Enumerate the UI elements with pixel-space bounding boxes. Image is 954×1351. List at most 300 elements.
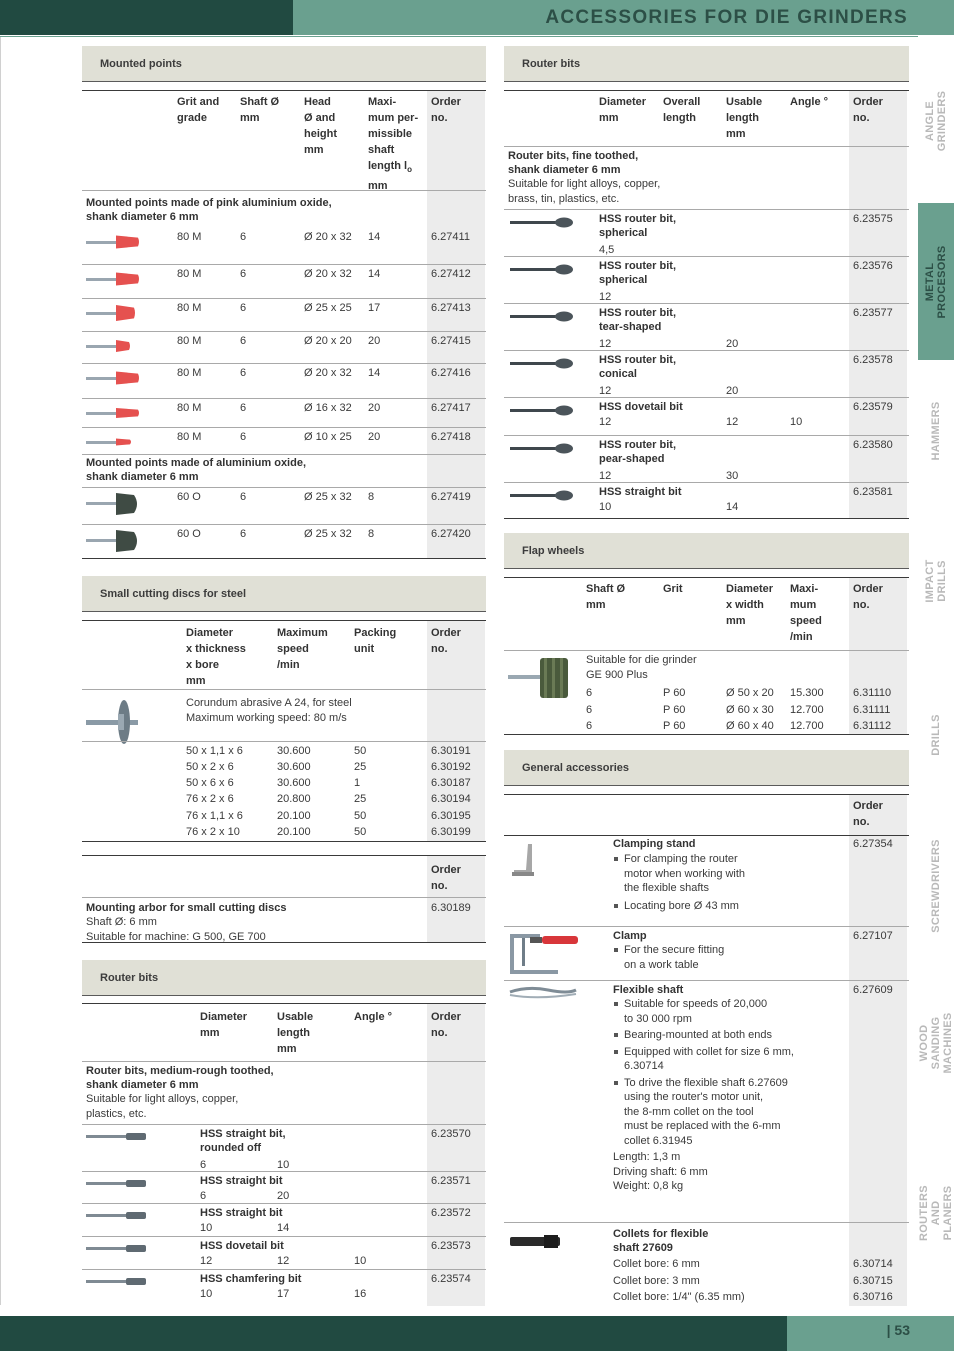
feature-item: Equipped with collet for size 6 mm, 6.30714 xyxy=(613,1045,794,1074)
clamping-stand-name: Clamping stand xyxy=(613,838,696,850)
grit-cell: 80 M xyxy=(177,431,202,443)
arbor-name: Mounting arbor for small cutting discs xyxy=(86,902,287,914)
mounted-point-pink-image xyxy=(86,367,146,389)
shaft-cell: 6 xyxy=(240,528,247,540)
table-top-rule xyxy=(82,620,486,621)
order-no-cell: 6.23572 xyxy=(431,1207,471,1219)
disc-size-cell: 76 x 1,1 x 6 xyxy=(186,810,243,822)
diameter-cell: 10 xyxy=(599,501,612,513)
row-rule xyxy=(82,398,486,399)
collet-bore-cell: Collet bore: 1/4" (6.35 mm) xyxy=(613,1291,745,1303)
row-rule xyxy=(504,435,909,436)
order-no-cell: 6.23580 xyxy=(853,439,893,451)
diameter-cell: 12 xyxy=(599,291,612,303)
col-header-head: Head Ø and height mm xyxy=(304,96,337,156)
row-rule xyxy=(504,397,909,398)
grit-cell: 80 M xyxy=(177,268,202,280)
router-bit-image xyxy=(510,310,576,324)
section-title-router-bits-fine: Router bits xyxy=(504,46,909,82)
sidebar-label: IMPACT DRILLS xyxy=(924,559,948,603)
margin-line xyxy=(0,37,1,1305)
mounted-point-pink-image xyxy=(86,268,146,290)
col-header-grit: Grit xyxy=(663,583,683,595)
router-bit-image xyxy=(86,1210,148,1222)
feature-item: Locating bore Ø 43 mm xyxy=(613,899,745,914)
flexible-shaft-driving: Driving shaft: 6 mm xyxy=(613,1165,708,1178)
speed-cell: 12.700 xyxy=(790,720,824,732)
row-rule xyxy=(504,1222,909,1223)
order-no-cell: 6.30199 xyxy=(431,826,471,838)
order-no-cell: 6.31112 xyxy=(853,720,892,732)
flexible-shaft-length: Length: 1,3 m xyxy=(613,1151,681,1163)
row-rule xyxy=(504,980,909,981)
feature-item: To drive the flexible shaft 6.27609 using the router's motor unit, the 8-mm collet on the tool must be replaced with the 6-mm collet 6.31945 xyxy=(613,1076,794,1149)
grit-cell: 80 M xyxy=(177,402,202,414)
packing-cell: 25 xyxy=(354,793,367,805)
row-rule xyxy=(82,689,486,690)
feature-item: For the secure fitting on a work table xyxy=(613,943,724,972)
flap-wheel-description: Suitable for die grinder GE 900 Plus xyxy=(586,654,697,681)
shaft-cell: 6 xyxy=(586,720,593,732)
page-title: ACCESSORIES FOR DIE GRINDERS xyxy=(545,7,908,28)
order-no-cell: 6.30714 xyxy=(853,1258,893,1270)
mounted-point-grey-image xyxy=(86,529,146,553)
grit-cell: 60 O xyxy=(177,528,201,540)
row-rule xyxy=(82,298,486,299)
angle-cell: 10 xyxy=(354,1255,367,1267)
router-bit-image xyxy=(510,216,576,230)
order-no-cell: 6.30194 xyxy=(431,793,471,805)
sidebar-drills[interactable] xyxy=(918,661,954,809)
row-rule xyxy=(504,650,909,651)
row-rule xyxy=(504,256,909,257)
row-rule xyxy=(504,209,909,210)
row-rule xyxy=(504,835,909,836)
col-header-overall-length: Overall length xyxy=(663,96,701,124)
group-desc-medium: Suitable for light alloys, copper, plastics, etc. xyxy=(86,1093,239,1120)
clamp-order-no: 6.27107 xyxy=(853,930,893,942)
router-bit-image xyxy=(510,404,576,418)
bit-name-cell: HSS router bit, spherical xyxy=(599,260,677,286)
right-column xyxy=(504,46,909,1306)
sidebar-label: METAL PROCESORS xyxy=(924,244,948,318)
shaft-cell: 6 xyxy=(240,491,247,503)
collets-name: Collets for flexible shaft 27609 xyxy=(613,1228,709,1254)
order-no-cell: 6.27417 xyxy=(431,402,471,414)
diameter-cell: 12 xyxy=(599,338,612,350)
row-rule xyxy=(82,1203,486,1204)
max-length-cell: 20 xyxy=(368,335,381,347)
col-header-order: Order no. xyxy=(431,864,461,892)
head-size-cell: Ø 16 x 32 xyxy=(304,402,352,414)
col-header-usable-length: Usable length mm xyxy=(277,1011,314,1055)
sidebar-label: WOOD SANDING MACHINES xyxy=(918,1011,954,1074)
row-rule xyxy=(82,1269,486,1270)
bit-name-cell: HSS dovetail bit xyxy=(200,1240,284,1252)
grit-cell: 80 M xyxy=(177,302,202,314)
col-header-order: Order no. xyxy=(431,96,461,124)
arbor-shaft: Shaft Ø: 6 mm xyxy=(86,916,157,928)
row-rule xyxy=(82,331,486,332)
sidebar-screwdrivers[interactable] xyxy=(918,810,954,962)
max-length-cell: 20 xyxy=(368,431,381,443)
shaft-cell: 6 xyxy=(240,402,247,414)
mounted-point-grey-image xyxy=(86,492,146,516)
col-header-grit: Grit and grade xyxy=(177,96,220,124)
speed-cell: 30.600 xyxy=(277,745,311,757)
mounted-point-pink-image xyxy=(86,335,146,357)
grit-cell: 80 M xyxy=(177,231,202,243)
col-header-angle: Angle ° xyxy=(790,96,829,108)
col-header-speed: Maximum speed /min xyxy=(277,627,328,671)
bit-name-cell: HSS router bit, pear-shaped xyxy=(599,439,677,465)
table-top-rule xyxy=(504,794,909,795)
diameter-cell: 10 xyxy=(200,1288,213,1300)
order-no-cell: 6.23579 xyxy=(853,401,893,413)
row-rule xyxy=(82,897,486,898)
col-header-packing: Packing unit xyxy=(354,627,397,655)
section-title-general-accessories: General accessories xyxy=(504,750,909,786)
router-bit-image xyxy=(86,1276,148,1288)
disc-size-cell: 50 x 6 x 6 xyxy=(186,777,234,789)
order-no-cell: 6.27419 xyxy=(431,491,471,503)
collet-bore-cell: Collet bore: 6 mm xyxy=(613,1258,700,1270)
sidebar-label: SCREWDRIVERS xyxy=(930,839,942,933)
max-length-cell: 20 xyxy=(368,402,381,414)
size-cell: Ø 60 x 40 xyxy=(726,720,774,732)
col-header-angle: Angle ° xyxy=(354,1011,393,1023)
disc-size-cell: 50 x 2 x 6 xyxy=(186,761,234,773)
diameter-cell: 4,5 xyxy=(599,244,615,256)
shaft-cell: 6 xyxy=(240,367,247,379)
row-rule xyxy=(82,1124,486,1125)
row-rule xyxy=(504,926,909,927)
size-cell: Ø 60 x 30 xyxy=(726,704,774,716)
grit-cell: P 60 xyxy=(663,720,686,732)
diameter-cell: 10 xyxy=(200,1222,213,1234)
sidebar-label: ROUTERS AND PLANERS xyxy=(918,1185,954,1241)
diameter-cell: 12 xyxy=(599,385,612,397)
order-no-cell: 6.27411 xyxy=(431,231,470,243)
col-header-order: Order no. xyxy=(853,96,883,124)
shaft-cell: 6 xyxy=(240,431,247,443)
order-no-cell: 6.27413 xyxy=(431,302,471,314)
head-size-cell: Ø 25 x 25 xyxy=(304,302,352,314)
footer-bar xyxy=(787,1316,954,1351)
max-length-cell: 14 xyxy=(368,231,381,243)
speed-cell: 20.800 xyxy=(277,793,311,805)
feature-item: Bearing-mounted at both ends xyxy=(613,1028,794,1043)
speed-cell: 15.300 xyxy=(790,687,824,699)
disc-speed-note: Maximum working speed: 80 m/s xyxy=(186,712,347,724)
router-bit-image xyxy=(86,1243,148,1255)
shaft-cell: 6 xyxy=(240,231,247,243)
shaft-cell: 6 xyxy=(240,268,247,280)
max-length-cell: 14 xyxy=(368,367,381,379)
sidebar-metal-processors[interactable] xyxy=(918,203,954,360)
order-column-shade xyxy=(427,1004,485,1306)
arbor-order-no: 6.30189 xyxy=(431,902,471,914)
row-rule xyxy=(504,146,909,147)
group-title-aluminium: Mounted points made of aluminium oxide, shank diameter 6 mm xyxy=(86,457,307,483)
col-header-order: Order no. xyxy=(853,800,883,828)
usable-length-cell: 20 xyxy=(726,385,739,397)
header-bar-dark xyxy=(0,0,293,35)
col-header-shaft: Shaft Ø mm xyxy=(586,583,626,611)
router-bit-image xyxy=(510,263,576,277)
router-bit-image xyxy=(86,1178,148,1190)
bit-name-cell: HSS straight bit, rounded off xyxy=(200,1128,286,1154)
usable-length-cell: 14 xyxy=(726,501,739,513)
diameter-cell: 12 xyxy=(599,416,612,428)
order-no-cell: 6.23578 xyxy=(853,354,893,366)
col-header-order: Order no. xyxy=(431,1011,461,1039)
packing-cell: 1 xyxy=(354,777,361,789)
usable-length-cell: 30 xyxy=(726,470,739,482)
head-size-cell: Ø 20 x 32 xyxy=(304,231,352,243)
router-bit-image xyxy=(86,1131,148,1143)
feature-item: For clamping the router motor when working with the flexible shafts xyxy=(613,852,745,896)
page-number: | 53 xyxy=(886,1322,910,1338)
sidebar-routers-planers[interactable] xyxy=(918,1123,954,1303)
row-rule xyxy=(82,1171,486,1172)
row-rule xyxy=(504,482,909,483)
head-size-cell: Ø 20 x 32 xyxy=(304,367,352,379)
section-title-router-bits-medium: Router bits xyxy=(82,960,486,996)
mounted-point-pink-image xyxy=(86,402,146,424)
flexible-shaft-order-no: 6.27609 xyxy=(853,984,893,996)
clamping-stand-image xyxy=(508,842,538,878)
diameter-cell: 6 xyxy=(200,1159,207,1171)
flexible-shaft-weight: Weight: 0,8 kg xyxy=(613,1180,684,1192)
header-divider xyxy=(0,36,918,37)
order-no-cell: 6.23574 xyxy=(431,1273,471,1285)
left-column xyxy=(82,46,486,1306)
row-rule xyxy=(82,1236,486,1237)
order-no-cell: 6.30195 xyxy=(431,810,471,822)
grit-cell: P 60 xyxy=(663,687,686,699)
order-no-cell: 6.31110 xyxy=(853,687,892,699)
speed-cell: 30.600 xyxy=(277,777,311,789)
usable-length-cell: 17 xyxy=(277,1288,290,1300)
col-header-usable-length: Usable length mm xyxy=(726,96,763,140)
disc-description: Corundum abrasive A 24, for steel xyxy=(186,697,352,709)
disc-size-cell: 50 x 1,1 x 6 xyxy=(186,745,243,757)
router-bit-image xyxy=(510,442,576,456)
table-top-rule xyxy=(82,1003,486,1004)
col-header-order: Order no. xyxy=(431,627,461,655)
row-rule xyxy=(82,363,486,364)
table-bottom-rule xyxy=(82,942,486,943)
row-rule xyxy=(82,487,486,488)
row-rule xyxy=(504,303,909,304)
router-bit-image xyxy=(510,489,576,503)
diameter-cell: 12 xyxy=(599,470,612,482)
table-top-rule xyxy=(82,855,486,856)
order-no-cell: 6.23581 xyxy=(853,486,893,498)
order-no-cell: 6.23571 xyxy=(431,1175,471,1187)
grit-cell: 60 O xyxy=(177,491,201,503)
order-no-cell: 6.23575 xyxy=(853,213,893,225)
angle-cell: 10 xyxy=(790,416,803,428)
feature-item: Suitable for speeds of 20,000 to 30 000 rpm xyxy=(613,997,794,1026)
mounted-point-pink-image xyxy=(86,431,146,453)
col-header-diameter: Diameter x thickness x bore mm xyxy=(186,627,246,687)
size-cell: Ø 50 x 20 xyxy=(726,687,774,699)
row-rule xyxy=(82,524,486,525)
order-no-cell: 6.30187 xyxy=(431,777,471,789)
bit-name-cell: HSS router bit, conical xyxy=(599,354,677,380)
bit-name-cell: HSS chamfering bit xyxy=(200,1273,302,1285)
section-title-cutting-discs: Small cutting discs for steel xyxy=(82,576,486,612)
order-no-cell: 6.27415 xyxy=(431,335,471,347)
head-size-cell: Ø 25 x 32 xyxy=(304,528,352,540)
speed-cell: 20.100 xyxy=(277,810,311,822)
clamping-stand-features xyxy=(613,852,745,913)
arbor-machine: Suitable for machine: G 500, GE 700 xyxy=(86,931,266,943)
order-no-cell: 6.27420 xyxy=(431,528,471,540)
diameter-cell: 12 xyxy=(200,1255,213,1267)
group-title-pink: Mounted points made of pink aluminium oxide, shank diameter 6 mm xyxy=(86,197,332,223)
disc-size-cell: 76 x 2 x 6 xyxy=(186,793,234,805)
group-title-fine: Router bits, fine toothed, shank diameter 6 mm xyxy=(508,150,639,176)
sidebar-wood-sanding[interactable] xyxy=(918,963,954,1122)
order-column-shade xyxy=(849,795,907,1306)
packing-cell: 50 xyxy=(354,810,367,822)
grit-cell: 80 M xyxy=(177,367,202,379)
head-size-cell: Ø 10 x 25 xyxy=(304,431,352,443)
table-top-rule xyxy=(82,90,486,91)
table-bottom-rule xyxy=(82,841,486,842)
row-rule xyxy=(82,741,486,742)
usable-length-cell: 20 xyxy=(726,338,739,350)
col-header-diameter: Diameter mm xyxy=(599,96,647,124)
sidebar-label: DRILLS xyxy=(930,714,942,756)
table-bottom-rule xyxy=(504,518,909,519)
footer-bar-dark xyxy=(0,1316,787,1351)
order-no-cell: 6.23577 xyxy=(853,307,893,319)
collet-image xyxy=(510,1234,560,1250)
usable-length-cell: 14 xyxy=(277,1222,290,1234)
max-length-cell: 14 xyxy=(368,268,381,280)
col-header-order: Order no. xyxy=(853,583,883,611)
order-column-shade xyxy=(849,91,907,518)
grit-cell: 80 M xyxy=(177,335,202,347)
disc-size-cell: 76 x 2 x 10 xyxy=(186,826,240,838)
row-rule xyxy=(82,1061,486,1062)
flexible-shaft-name: Flexible shaft xyxy=(613,984,684,996)
clamping-stand-order-no: 6.27354 xyxy=(853,838,893,850)
order-no-cell: 6.30192 xyxy=(431,761,471,773)
row-rule xyxy=(82,427,486,428)
order-no-cell: 6.27418 xyxy=(431,431,471,443)
router-bit-image xyxy=(510,357,576,371)
sidebar-angle-grinders[interactable] xyxy=(918,40,954,202)
col-header-shaft: Shaft Ø mm xyxy=(240,96,280,124)
bit-name-cell: HSS dovetail bit xyxy=(599,401,683,413)
flexible-shaft-image xyxy=(508,984,580,1000)
table-bottom-rule xyxy=(82,558,486,559)
mounted-point-pink-image xyxy=(86,231,146,253)
group-desc-fine: Suitable for light alloys, copper, brass, tin, plastics, etc. xyxy=(508,178,661,205)
usable-length-cell: 20 xyxy=(277,1190,290,1202)
bit-name-cell: HSS straight bit xyxy=(200,1207,283,1219)
packing-cell: 25 xyxy=(354,761,367,773)
speed-cell: 30.600 xyxy=(277,761,311,773)
mounted-point-pink-image xyxy=(86,302,146,324)
sidebar-hammers[interactable] xyxy=(918,361,954,501)
row-rule xyxy=(504,350,909,351)
order-no-cell: 6.27416 xyxy=(431,367,471,379)
order-no-cell: 6.30191 xyxy=(431,745,471,757)
speed-cell: 20.100 xyxy=(277,826,311,838)
clamp-name: Clamp xyxy=(613,930,647,942)
head-size-cell: Ø 20 x 20 xyxy=(304,335,352,347)
sidebar-label: HAMMERS xyxy=(930,401,942,461)
max-length-cell: 8 xyxy=(368,528,375,540)
order-no-cell: 6.27412 xyxy=(431,268,471,280)
packing-cell: 50 xyxy=(354,745,367,757)
shaft-cell: 6 xyxy=(240,335,247,347)
col-header-diameter: Diameter mm xyxy=(200,1011,248,1039)
col-header-diameter-width: Diameter x width mm xyxy=(726,583,774,627)
order-no-cell: 6.23576 xyxy=(853,260,893,272)
group-title-medium: Router bits, medium-rough toothed, shank diameter 6 mm xyxy=(86,1065,274,1091)
bit-name-cell: HSS router bit, spherical xyxy=(599,213,677,239)
sidebar-label: ANGLE GRINDERS xyxy=(924,90,948,152)
clamp-image xyxy=(508,932,580,976)
grit-cell: P 60 xyxy=(663,704,686,716)
sidebar-impact-drills[interactable] xyxy=(918,502,954,660)
section-title-mounted-points: Mounted points xyxy=(82,46,486,82)
order-no-cell: 6.31111 xyxy=(853,704,891,716)
section-title-flap-wheels: Flap wheels xyxy=(504,533,909,569)
table-bottom-rule xyxy=(504,734,909,735)
table-top-rule xyxy=(504,90,909,91)
shaft-cell: 6 xyxy=(240,302,247,314)
row-rule xyxy=(82,454,486,455)
max-length-cell: 17 xyxy=(368,302,381,314)
row-rule xyxy=(82,190,486,191)
flap-wheel-image xyxy=(508,654,568,702)
head-size-cell: Ø 20 x 32 xyxy=(304,268,352,280)
order-no-cell: 6.23573 xyxy=(431,1240,471,1252)
packing-cell: 50 xyxy=(354,826,367,838)
usable-length-cell: 12 xyxy=(277,1255,290,1267)
diameter-cell: 6 xyxy=(200,1190,207,1202)
order-no-cell: 6.30716 xyxy=(853,1291,893,1303)
bit-name-cell: HSS straight bit xyxy=(200,1175,283,1187)
order-no-cell: 6.23570 xyxy=(431,1128,471,1140)
bit-name-cell: HSS router bit, tear-shaped xyxy=(599,307,677,333)
max-length-cell: 8 xyxy=(368,491,375,503)
speed-cell: 12.700 xyxy=(790,704,824,716)
table-top-rule xyxy=(504,577,909,578)
row-rule xyxy=(82,264,486,265)
head-size-cell: Ø 25 x 32 xyxy=(304,491,352,503)
usable-length-cell: 12 xyxy=(726,416,739,428)
shaft-cell: 6 xyxy=(586,687,593,699)
flexible-shaft-features xyxy=(613,997,794,1194)
col-header-max-speed: Maxi- mum speed /min xyxy=(790,583,822,643)
clamp-features xyxy=(613,943,724,972)
angle-cell: 16 xyxy=(354,1288,367,1300)
collet-bore-cell: Collet bore: 3 mm xyxy=(613,1275,700,1287)
usable-length-cell: 10 xyxy=(277,1159,290,1171)
bit-name-cell: HSS straight bit xyxy=(599,486,682,498)
shaft-cell: 6 xyxy=(586,704,593,716)
order-no-cell: 6.30715 xyxy=(853,1275,893,1287)
